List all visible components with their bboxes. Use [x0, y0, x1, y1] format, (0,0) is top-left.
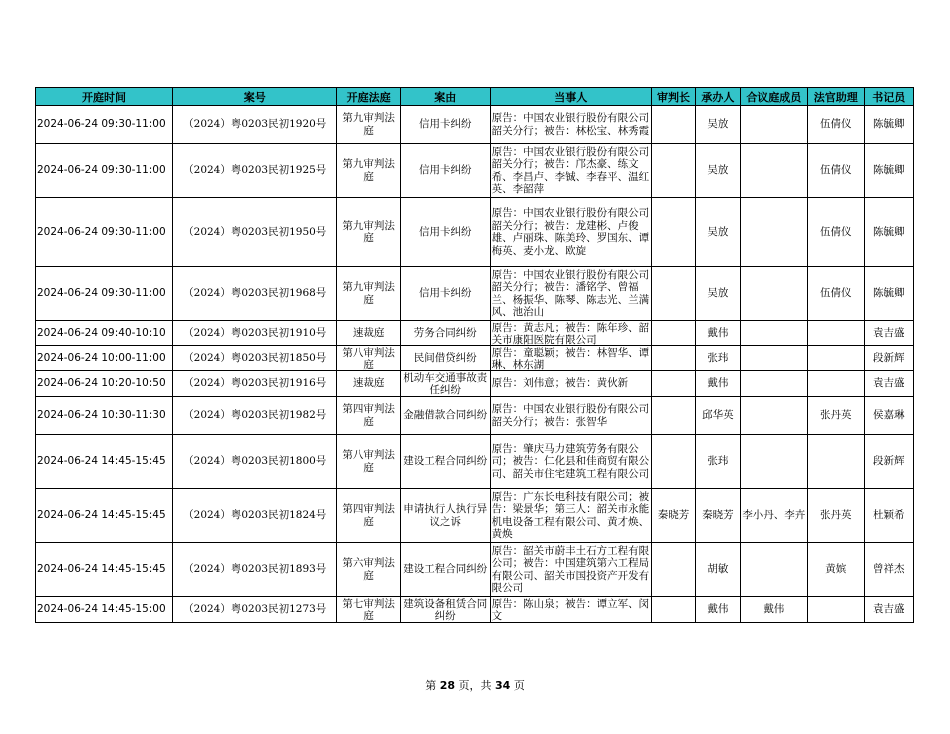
clerk-cell — [864, 371, 913, 397]
hearing-time-cell — [36, 321, 173, 346]
header-clerk: 书记员 — [864, 88, 913, 106]
judge-assistant-cell — [808, 435, 864, 489]
cause-cell-text: 劳务合同纠纷 — [413, 326, 477, 339]
parties-cell-text: 原告：中国农业银行股份有限公司韶关分行；被告：龙建彬、卢俊雄、卢丽珠、陈美玲、罗国东、谭梅英、麦小龙、欧旋 — [491, 207, 650, 257]
panel-members-cell — [740, 397, 808, 435]
parties-cell-text: 原告：中国农业银行股份有限公司韶关分行；被告：邝杰豪、练文希、李昌卢、李铖、李春平、温红英、李韶萍 — [491, 145, 650, 195]
judge-assistant-cell-text: 伍倩仪 — [820, 164, 852, 177]
courtroom-cell — [337, 435, 401, 489]
courtroom-cell — [337, 543, 401, 597]
clerk-cell-text: 陈毓卿 — [873, 287, 905, 300]
hearing-time-cell — [36, 267, 173, 321]
hearing-time-cell — [36, 346, 173, 371]
footer-middle: 页，共 — [458, 679, 492, 692]
case-number-cell — [173, 435, 337, 489]
judge-assistant-cell-text: 张丹英 — [820, 409, 852, 422]
hearing-time-cell-text: 2024-06-24 10:30-11:30 — [37, 409, 166, 422]
case-number-cell — [173, 144, 337, 198]
courtroom-cell-text: 第四审判法庭 — [342, 503, 395, 528]
judge-assistant-cell — [808, 267, 864, 321]
handler-cell-text: 吴放 — [707, 118, 729, 131]
cause-cell-text: 建设工程合同纠纷 — [403, 563, 488, 576]
handler-cell — [696, 267, 740, 321]
hearing-time-cell — [36, 106, 173, 144]
cause-cell-text: 信用卡纠纷 — [418, 118, 472, 131]
parties-cell-text: 原告：中国农业银行股份有限公司韶关分行；被告：林松宝、林秀霞 — [491, 112, 650, 137]
parties-cell — [490, 371, 651, 397]
header-hearing-time: 开庭时间 — [36, 88, 173, 106]
header-panel-members: 合议庭成员 — [740, 88, 808, 106]
handler-cell — [696, 144, 740, 198]
hearing-time-cell — [36, 597, 173, 623]
courtroom-cell-text: 第七审判法庭 — [342, 597, 395, 622]
table-row — [36, 597, 914, 623]
cause-cell — [400, 489, 490, 543]
table-body — [36, 106, 914, 623]
parties-cell — [490, 543, 651, 597]
case-number-cell-text: （2024）粤0203民初1920号 — [183, 118, 327, 131]
presiding-judge-cell — [651, 267, 695, 321]
handler-cell-text: 吴放 — [707, 225, 729, 238]
clerk-cell — [864, 346, 913, 371]
handler-cell-text: 秦晓芳 — [702, 509, 734, 522]
presiding-judge-cell — [651, 106, 695, 144]
hearing-time-cell — [36, 371, 173, 397]
handler-cell-text: 吴放 — [707, 164, 729, 177]
clerk-cell-text: 段新辉 — [873, 351, 905, 364]
panel-members-cell-text: 李小丹、李卉 — [742, 509, 806, 522]
table-row — [36, 267, 914, 321]
footer-prefix: 第 — [425, 679, 437, 692]
presiding-judge-cell — [651, 346, 695, 371]
panel-members-cell — [740, 106, 808, 144]
handler-cell — [696, 489, 740, 543]
cause-cell-text: 信用卡纠纷 — [418, 164, 472, 177]
clerk-cell — [864, 106, 913, 144]
table-row — [36, 371, 914, 397]
table-row — [36, 435, 914, 489]
judge-assistant-cell — [808, 543, 864, 597]
cause-cell-text: 机动车交通事故责任纠纷 — [403, 371, 488, 396]
courtroom-cell — [337, 144, 401, 198]
parties-cell — [490, 346, 651, 371]
judge-assistant-cell — [808, 144, 864, 198]
case-number-cell — [173, 543, 337, 597]
judge-assistant-cell-text: 黄嫔 — [825, 563, 847, 576]
case-number-cell — [173, 198, 337, 267]
panel-members-cell — [740, 267, 808, 321]
case-number-cell — [173, 267, 337, 321]
courtroom-cell-text: 第九审判法庭 — [342, 281, 395, 306]
clerk-cell-text: 侯嘉琳 — [873, 409, 905, 422]
handler-cell-text: 邱华英 — [702, 409, 734, 422]
parties-cell — [490, 267, 651, 321]
cause-cell — [400, 198, 490, 267]
case-number-cell-text: （2024）粤0203民初1968号 — [183, 287, 327, 300]
clerk-cell-text: 陈毓卿 — [873, 164, 905, 177]
judge-assistant-cell — [808, 106, 864, 144]
case-number-cell-text: （2024）粤0203民初1893号 — [183, 563, 327, 576]
parties-cell-text: 原告：刘伟意；被告：黄伙新 — [491, 377, 629, 390]
parties-cell — [490, 397, 651, 435]
parties-cell-text: 原告：童聪颖；被告：林智华、谭琳、林东湖 — [491, 346, 650, 370]
cause-cell — [400, 435, 490, 489]
hearing-time-cell-text: 2024-06-24 09:30-11:00 — [37, 118, 166, 131]
panel-members-cell-text: 戴伟 — [763, 603, 785, 616]
parties-cell — [490, 144, 651, 198]
handler-cell — [696, 543, 740, 597]
cause-cell — [400, 371, 490, 397]
header-handler: 承办人 — [696, 88, 740, 106]
panel-members-cell — [740, 144, 808, 198]
presiding-judge-cell — [651, 371, 695, 397]
parties-cell — [490, 321, 651, 346]
hearing-time-cell-text: 2024-06-24 10:00-11:00 — [37, 351, 166, 364]
judge-assistant-cell — [808, 397, 864, 435]
hearing-time-cell — [36, 489, 173, 543]
courtroom-cell — [337, 397, 401, 435]
hearing-time-cell — [36, 144, 173, 198]
presiding-judge-cell — [651, 489, 695, 543]
hearing-time-cell-text: 2024-06-24 10:20-10:50 — [37, 377, 166, 390]
courtroom-cell-text: 第六审判法庭 — [342, 557, 395, 582]
courtroom-cell — [337, 489, 401, 543]
parties-cell-text: 原告：黄志凡；被告：陈年珍、韶关市康阳医院有限公司 — [491, 321, 650, 345]
courtroom-cell-text: 第九审判法庭 — [342, 158, 395, 183]
courtroom-cell-text: 第八审判法庭 — [342, 346, 395, 370]
courtroom-cell — [337, 198, 401, 267]
judge-assistant-cell — [808, 198, 864, 267]
handler-cell — [696, 435, 740, 489]
table-row — [36, 397, 914, 435]
clerk-cell-text: 陈毓卿 — [873, 225, 905, 238]
courtroom-cell — [337, 106, 401, 144]
cause-cell-text: 建筑设备租赁合同纠纷 — [403, 597, 488, 622]
cause-cell-text: 建设工程合同纠纷 — [403, 455, 488, 468]
case-number-cell-text: （2024）粤0203民初1910号 — [183, 326, 327, 339]
courtroom-cell — [337, 267, 401, 321]
judge-assistant-cell-text: 伍倩仪 — [820, 118, 852, 131]
panel-members-cell — [740, 346, 808, 371]
hearing-time-cell — [36, 543, 173, 597]
page-footer — [0, 677, 950, 693]
cause-cell — [400, 321, 490, 346]
presiding-judge-cell — [651, 144, 695, 198]
clerk-cell — [864, 397, 913, 435]
parties-cell — [490, 435, 651, 489]
total-page-count: 34 — [495, 679, 511, 692]
hearing-schedule-table — [35, 87, 914, 623]
header-cause: 案由 — [400, 88, 490, 106]
header-presiding-judge: 审判长 — [651, 88, 695, 106]
handler-cell — [696, 597, 740, 623]
handler-cell-text: 胡敏 — [707, 563, 729, 576]
clerk-cell — [864, 543, 913, 597]
table-row — [36, 489, 914, 543]
case-number-cell-text: （2024）粤0203民初1925号 — [183, 164, 327, 177]
hearing-time-cell-text: 2024-06-24 09:30-11:00 — [37, 225, 166, 238]
handler-cell — [696, 397, 740, 435]
case-number-cell-text: （2024）粤0203民初1950号 — [183, 225, 327, 238]
cause-cell — [400, 346, 490, 371]
panel-members-cell — [740, 321, 808, 346]
presiding-judge-cell — [651, 198, 695, 267]
cause-cell-text: 金融借款合同纠纷 — [403, 409, 488, 422]
courtroom-cell — [337, 346, 401, 371]
hearing-time-cell-text: 2024-06-24 14:45-15:00 — [37, 603, 166, 616]
cause-cell-text: 申请执行人执行异议之诉 — [403, 503, 488, 528]
cause-cell — [400, 106, 490, 144]
judge-assistant-cell — [808, 597, 864, 623]
judge-assistant-cell — [808, 489, 864, 543]
clerk-cell — [864, 267, 913, 321]
case-number-cell-text: （2024）粤0203民初1850号 — [183, 351, 327, 364]
cause-cell — [400, 144, 490, 198]
handler-cell-text: 吴放 — [707, 287, 729, 300]
clerk-cell-text: 曾祥杰 — [873, 563, 905, 576]
parties-cell-text: 原告：中国农业银行股份有限公司韶关分行；被告：潘铭学、曾福兰、杨振华、陈琴、陈志光、兰满风、池治山 — [491, 268, 650, 318]
panel-members-cell — [740, 543, 808, 597]
parties-cell — [490, 198, 651, 267]
table-row — [36, 198, 914, 267]
case-number-cell — [173, 321, 337, 346]
courtroom-cell-text: 第八审判法庭 — [342, 449, 395, 474]
panel-members-cell — [740, 489, 808, 543]
handler-cell-text: 张玮 — [707, 351, 729, 364]
judge-assistant-cell — [808, 371, 864, 397]
parties-cell-text: 原告：韶关市蔚丰土石方工程有限公司；被告：中国建筑第六工程局有限公司、韶关市国投资产开发有限公司 — [491, 544, 650, 594]
handler-cell — [696, 198, 740, 267]
judge-assistant-cell-text: 伍倩仪 — [820, 225, 852, 238]
parties-cell-text: 原告：陈山泉；被告：谭立军、闵文 — [491, 597, 650, 622]
handler-cell — [696, 321, 740, 346]
presiding-judge-cell — [651, 543, 695, 597]
cause-cell-text: 信用卡纠纷 — [418, 287, 472, 300]
presiding-judge-cell — [651, 435, 695, 489]
handler-cell — [696, 371, 740, 397]
handler-cell-text: 戴伟 — [707, 603, 729, 616]
judge-assistant-cell-text: 张丹英 — [820, 509, 852, 522]
table-row — [36, 106, 914, 144]
panel-members-cell — [740, 597, 808, 623]
case-number-cell — [173, 371, 337, 397]
hearing-time-cell — [36, 198, 173, 267]
hearing-time-cell-text: 2024-06-24 14:45-15:45 — [37, 563, 166, 576]
clerk-cell — [864, 198, 913, 267]
cause-cell-text: 民间借贷纠纷 — [413, 351, 477, 364]
table-row — [36, 144, 914, 198]
clerk-cell-text: 袁吉盛 — [873, 326, 905, 339]
parties-cell-text: 原告：广东长电科技有限公司；被告：梁景华；第三人：韶关市永能机电设备工程有限公司、黄才焕、黄焕 — [491, 490, 650, 540]
parties-cell-text: 原告：中国农业银行股份有限公司韶关分行；被告：张智华 — [491, 403, 650, 428]
hearing-time-cell-text: 2024-06-24 09:40-10:10 — [37, 326, 166, 339]
presiding-judge-cell — [651, 597, 695, 623]
judge-assistant-cell — [808, 346, 864, 371]
table-row — [36, 321, 914, 346]
presiding-judge-cell — [651, 321, 695, 346]
hearing-time-cell-text: 2024-06-24 09:30-11:00 — [37, 287, 166, 300]
hearing-time-cell — [36, 435, 173, 489]
handler-cell-text: 戴伟 — [707, 377, 729, 390]
case-number-cell-text: （2024）粤0203民初1273号 — [183, 603, 327, 616]
parties-cell — [490, 489, 651, 543]
cause-cell — [400, 543, 490, 597]
courtroom-cell-text: 速裁庭 — [352, 377, 385, 390]
handler-cell-text: 张玮 — [707, 455, 729, 468]
courtroom-cell — [337, 597, 401, 623]
judge-assistant-cell — [808, 321, 864, 346]
handler-cell — [696, 106, 740, 144]
courtroom-cell-text: 第九审判法庭 — [342, 219, 395, 244]
hearing-time-cell-text: 2024-06-24 14:45-15:45 — [37, 509, 166, 522]
handler-cell-text: 戴伟 — [707, 326, 729, 339]
hearing-time-cell-text: 2024-06-24 14:45-15:45 — [37, 455, 166, 468]
header-judge-assistant: 法官助理 — [808, 88, 864, 106]
case-number-cell — [173, 397, 337, 435]
clerk-cell — [864, 321, 913, 346]
footer-suffix: 页 — [513, 679, 525, 692]
cause-cell — [400, 267, 490, 321]
clerk-cell — [864, 489, 913, 543]
clerk-cell — [864, 435, 913, 489]
hearing-time-cell-text: 2024-06-24 09:30-11:00 — [37, 164, 166, 177]
panel-members-cell — [740, 198, 808, 267]
handler-cell — [696, 346, 740, 371]
current-page-number: 28 — [439, 679, 455, 692]
clerk-cell-text: 袁吉盛 — [873, 377, 905, 390]
panel-members-cell — [740, 435, 808, 489]
panel-members-cell — [740, 371, 808, 397]
header-courtroom: 开庭法庭 — [337, 88, 401, 106]
courtroom-cell — [337, 321, 401, 346]
courtroom-cell-text: 速裁庭 — [352, 326, 385, 339]
courtroom-cell-text: 第四审判法庭 — [342, 403, 395, 428]
case-number-cell-text: （2024）粤0203民初1800号 — [183, 455, 327, 468]
presiding-judge-cell-text: 秦晓芳 — [657, 509, 690, 522]
clerk-cell — [864, 597, 913, 623]
table-header-row — [36, 88, 914, 106]
case-number-cell-text: （2024）粤0203民初1982号 — [183, 409, 327, 422]
parties-cell — [490, 597, 651, 623]
courtroom-cell — [337, 371, 401, 397]
hearing-time-cell — [36, 397, 173, 435]
clerk-cell — [864, 144, 913, 198]
case-number-cell — [173, 489, 337, 543]
case-number-cell — [173, 346, 337, 371]
judge-assistant-cell-text: 伍倩仪 — [820, 287, 852, 300]
header-case-number: 案号 — [173, 88, 337, 106]
parties-cell-text: 原告：肇庆马力建筑劳务有限公司；被告：仁化县和佳商贸有限公司、韶关市住宅建筑工程有限公司 — [491, 442, 650, 480]
table-row — [36, 543, 914, 597]
cause-cell — [400, 597, 490, 623]
header-parties: 当事人 — [490, 88, 651, 106]
cause-cell — [400, 397, 490, 435]
clerk-cell-text: 袁吉盛 — [873, 603, 905, 616]
case-number-cell — [173, 597, 337, 623]
cause-cell-text: 信用卡纠纷 — [418, 225, 472, 238]
clerk-cell-text: 段新辉 — [873, 455, 905, 468]
clerk-cell-text: 杜颖希 — [873, 509, 905, 522]
clerk-cell-text: 陈毓卿 — [873, 118, 905, 131]
case-number-cell-text: （2024）粤0203民初1824号 — [183, 509, 327, 522]
courtroom-cell-text: 第九审判法庭 — [342, 112, 395, 137]
case-number-cell-text: （2024）粤0203民初1916号 — [183, 377, 327, 390]
table-row — [36, 346, 914, 371]
presiding-judge-cell — [651, 397, 695, 435]
parties-cell — [490, 106, 651, 144]
case-number-cell — [173, 106, 337, 144]
